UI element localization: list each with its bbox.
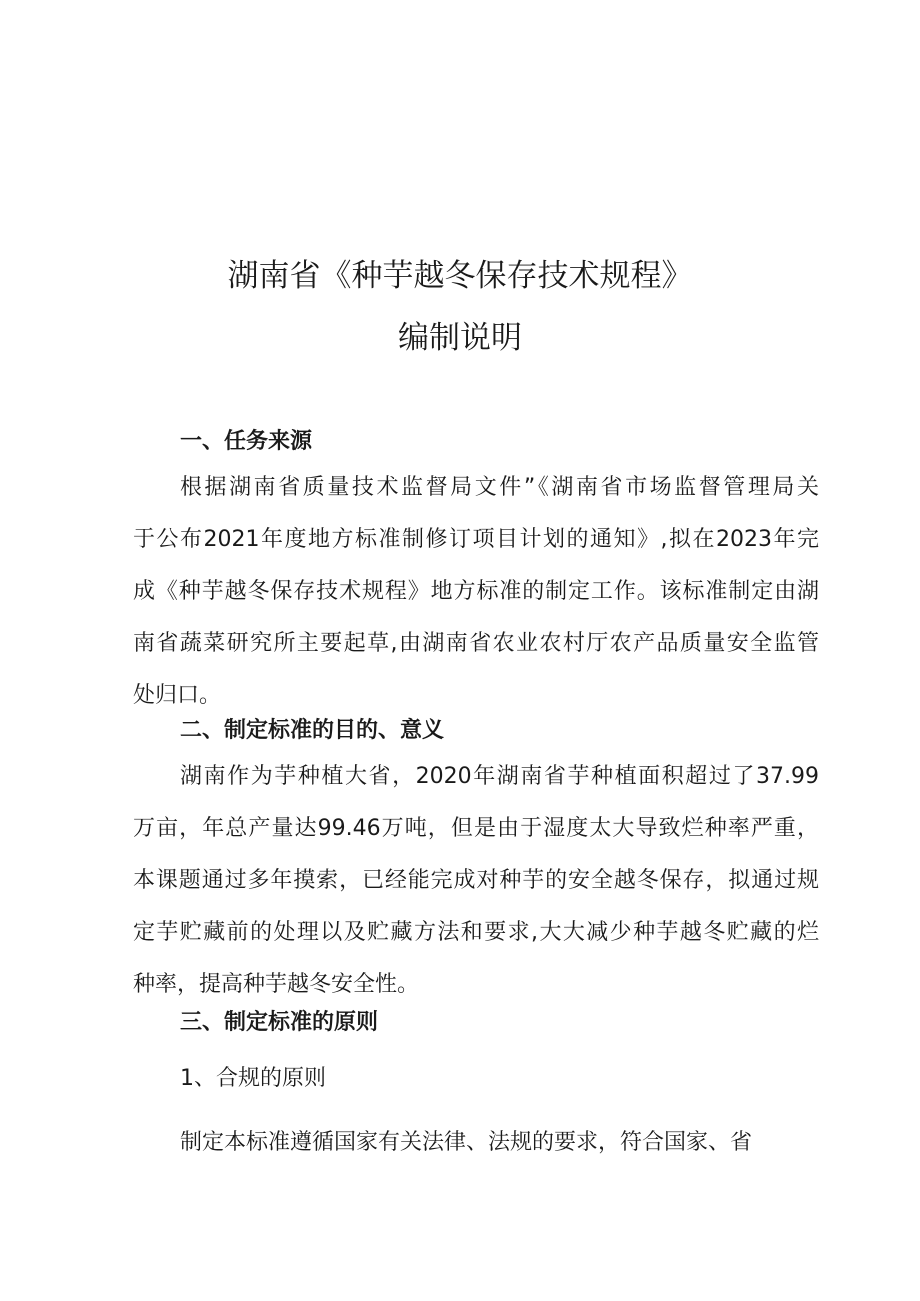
paragraph-line: 成《种芋越冬保存技术规程》地方标准的制定工作。该标准制定由湖 <box>133 579 819 604</box>
section-paragraph-compliance <box>133 1117 819 1169</box>
document-title: 湖南省《种芋越冬保存技术规程》 <box>227 258 693 294</box>
section-heading-principles: 三、制定标准的原则 <box>180 1010 379 1035</box>
paragraph-line: 于公布2021年度地方标准制修订项目计划的通知》,拟在2023年完 <box>133 527 819 552</box>
paragraph-line: 处归口。 <box>133 683 222 708</box>
paragraph-line: 定芋贮藏前的处理以及贮藏方法和要求,大大减少种芋越冬贮藏的烂 <box>133 920 819 945</box>
paragraph-line: 湖南作为芋种植大省，2020年湖南省芋种植面积超过了37.99 <box>180 764 819 789</box>
paragraph-line: 南省蔬菜研究所主要起草,由湖南省农业农村厅农产品质量安全监管 <box>133 631 819 656</box>
paragraph-line: 万亩，年总产量达99.46万吨，但是由于湿度太大导致烂种率严重， <box>133 816 819 841</box>
document-subtitle: 编制说明 <box>398 320 522 356</box>
paragraph-line: 种率，提高种芋越冬安全性。 <box>133 972 420 997</box>
paragraph-line: 根据湖南省质量技术监督局文件”《湖南省市场监督管理局关 <box>180 475 819 500</box>
paragraph-line: 本课题通过多年摸索，已经能完成对种芋的安全越冬保存，拟通过规 <box>133 868 819 893</box>
section-paragraph-purpose <box>133 751 819 1011</box>
section-heading-purpose: 二、制定标准的目的、意义 <box>180 718 445 743</box>
subsection-heading-compliance: 1、合规的原则 <box>180 1066 326 1091</box>
section-heading-task-source: 一、任务来源 <box>180 429 313 454</box>
paragraph-line: 制定本标准遵循国家有关法律、法规的要求，符合国家、省 <box>180 1130 753 1155</box>
section-paragraph-task-source <box>133 462 819 722</box>
